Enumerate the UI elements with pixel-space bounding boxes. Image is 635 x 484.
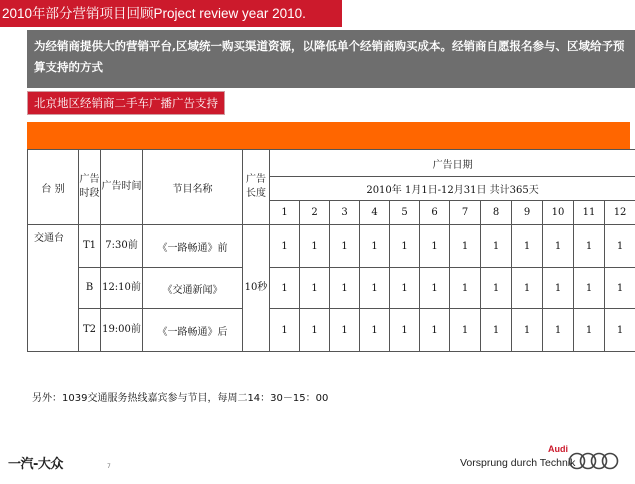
month-header: 6 [420, 201, 450, 225]
page-number: 7 [107, 463, 111, 470]
month-header: 11 [574, 201, 605, 225]
count-cell: 1 [270, 268, 300, 309]
table-row [28, 225, 635, 268]
count-cell: 1 [390, 225, 420, 268]
count-cell: 1 [574, 268, 605, 309]
month-header: 2 [300, 201, 330, 225]
slide-title: 2010年部分营销项目回顾Project review year 2010. [0, 0, 342, 27]
count-cell: 1 [360, 309, 390, 352]
month-header: 9 [512, 201, 543, 225]
count-cell: 1 [574, 225, 605, 268]
audi-rings-icon [568, 452, 620, 470]
count-cell: 1 [605, 225, 635, 268]
count-cell: 1 [420, 268, 450, 309]
count-cell: 1 [543, 225, 574, 268]
time-cell: 19:00前 [101, 309, 143, 352]
table-row [28, 309, 635, 352]
month-header: 12 [605, 201, 635, 225]
header-row-1 [28, 150, 635, 177]
slot-cell: T2 [79, 309, 101, 352]
month-header: 7 [450, 201, 481, 225]
count-cell: 1 [605, 268, 635, 309]
month-header: 8 [481, 201, 512, 225]
count-cell: 1 [420, 309, 450, 352]
count-cell: 1 [300, 268, 330, 309]
header-period: 2010年 1月1日-12月31日 共计365天 [270, 177, 635, 201]
month-header: 5 [390, 201, 420, 225]
header-slot: 广告时段 [79, 150, 101, 225]
count-cell: 1 [481, 225, 512, 268]
count-cell: 1 [270, 225, 300, 268]
count-cell: 1 [270, 309, 300, 352]
count-cell: 1 [450, 309, 481, 352]
program-cell: 《一路畅通》前 [143, 225, 243, 268]
count-cell: 1 [481, 309, 512, 352]
count-cell: 1 [360, 225, 390, 268]
summary-text: 为经销商提供大的营销平台,区域统一购买渠道资源，以降低单个经销商购买成本。经销商自愿报名参与、区域给予预算支持的方式 [27, 30, 635, 88]
orange-header-bar [27, 122, 630, 149]
header-station: 台 别 [28, 150, 79, 225]
faw-vw-logo: 一汽-大众 [8, 457, 63, 472]
month-header: 10 [543, 201, 574, 225]
month-header: 4 [360, 201, 390, 225]
table-row [28, 268, 635, 309]
ad-schedule-table [27, 149, 635, 352]
count-cell: 1 [512, 225, 543, 268]
header-time: 广告时间 [101, 150, 143, 225]
header-length: 广告长度 [243, 150, 270, 225]
count-cell: 1 [330, 309, 360, 352]
section-subtitle: 北京地区经销商二手车广播广告支持 [27, 91, 225, 115]
count-cell: 1 [330, 225, 360, 268]
slot-cell: T1 [79, 225, 101, 268]
count-cell: 1 [330, 268, 360, 309]
month-header: 1 [270, 201, 300, 225]
program-cell: 《一路畅通》后 [143, 309, 243, 352]
header-program: 节目名称 [143, 150, 243, 225]
station-cell: 交通台 [28, 225, 79, 352]
count-cell: 1 [300, 225, 330, 268]
count-cell: 1 [390, 309, 420, 352]
slot-cell: B [79, 268, 101, 309]
time-cell: 7:30前 [101, 225, 143, 268]
count-cell: 1 [450, 225, 481, 268]
count-cell: 1 [450, 268, 481, 309]
count-cell: 1 [574, 309, 605, 352]
count-cell: 1 [512, 268, 543, 309]
count-cell: 1 [543, 309, 574, 352]
count-cell: 1 [420, 225, 450, 268]
count-cell: 1 [543, 268, 574, 309]
program-cell: 《交通新闻》 [143, 268, 243, 309]
count-cell: 1 [481, 268, 512, 309]
count-cell: 1 [512, 309, 543, 352]
length-cell: 10秒 [243, 225, 270, 352]
count-cell: 1 [390, 268, 420, 309]
header-dates: 广告日期 [270, 150, 635, 177]
footnote: 另外：1039交通服务热线嘉宾参与节目，每周二14：30－15：00 [32, 393, 329, 404]
count-cell: 1 [300, 309, 330, 352]
count-cell: 1 [360, 268, 390, 309]
audi-wordmark: Audi [548, 444, 568, 454]
month-header: 3 [330, 201, 360, 225]
audi-slogan: Vorsprung durch Technik [460, 457, 576, 469]
time-cell: 12:10前 [101, 268, 143, 309]
count-cell: 1 [605, 309, 635, 352]
